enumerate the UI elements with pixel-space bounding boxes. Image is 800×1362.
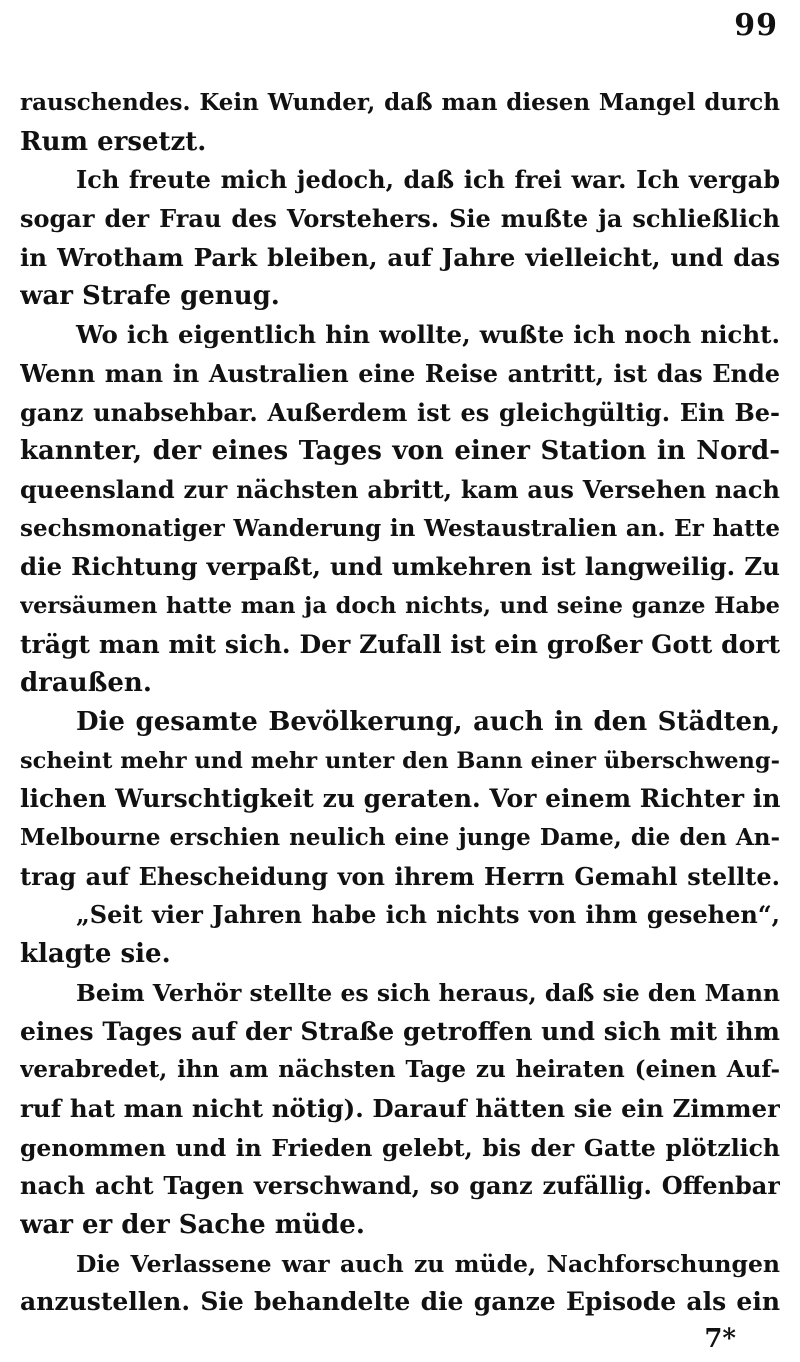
text-line: lichen Wurschtigkeit zu geraten. Vor einem Richter in bbox=[20, 784, 780, 814]
text-line: war Strafe genug. bbox=[20, 281, 280, 312]
text-line: scheint mehr und mehr unter den Bann einer überschweng- bbox=[20, 747, 780, 774]
page-number: 99 bbox=[734, 8, 778, 43]
text-line: „Seit vier Jahren habe ich nichts von ihm gesehen“, bbox=[76, 900, 780, 930]
signature-mark: 7* bbox=[704, 1324, 736, 1354]
text-line: draußen. bbox=[20, 668, 152, 699]
text-line: genommen und in Frieden gelebt, bis der Gatte plötzlich bbox=[20, 1133, 780, 1162]
text-line: klagte sie. bbox=[20, 939, 171, 970]
text-line: kannter, der eines Tages von einer Station in Nord- bbox=[20, 436, 780, 467]
text-line: trägt man mit sich. Der Zufall ist ein großer Gott dort bbox=[20, 629, 780, 659]
text-line: trag auf Ehescheidung von ihrem Herrn Gemahl stellte. bbox=[20, 861, 780, 891]
text-line: ruf hat man nicht nötig). Darauf hätten sie ein Zimmer bbox=[20, 1093, 780, 1123]
body-text bbox=[20, 84, 780, 1322]
text-line: eines Tages auf der Straße getroffen und sich mit ihm bbox=[20, 1016, 780, 1046]
text-line: Die gesamte Bevölkerung, auch in den Städten, bbox=[76, 707, 780, 737]
text-line: verabredet, ihn am nächsten Tage zu heiraten (einen Auf- bbox=[20, 1056, 780, 1084]
text-line: queensland zur nächsten abritt, kam aus Versehen nach bbox=[20, 474, 780, 504]
text-line: Die Verlassene war auch zu müde, Nachforschungen bbox=[76, 1249, 780, 1278]
text-line: anzustellen. Sie behandelte die ganze Episode als ein bbox=[20, 1287, 780, 1317]
text-line: die Richtung verpaßt, und umkehren ist langweilig. Zu bbox=[20, 552, 780, 582]
text-line: Wo ich eigentlich hin wollte, wußte ich noch nicht. bbox=[76, 320, 780, 350]
text-line: in Wrotham Park bleiben, auf Jahre vielleicht, und das bbox=[20, 242, 780, 272]
text-line: war er der Sache müde. bbox=[20, 1209, 365, 1240]
text-line: rauschendes. Kein Wunder, daß man diesen Mangel durch bbox=[20, 89, 780, 116]
text-line: ganz unabsehbar. Außerdem ist es gleichgültig. Ein Be- bbox=[20, 397, 780, 427]
text-line: Ich freute mich jedoch, daß ich frei war. Ich vergab bbox=[76, 165, 780, 195]
text-line: Rum ersetzt. bbox=[20, 126, 207, 157]
text-line: Wenn man in Australien eine Reise antritt, ist das Ende bbox=[20, 358, 780, 388]
text-line: sechsmonatiger Wanderung in Westaustralien an. Er hatte bbox=[20, 514, 780, 542]
text-line: Melbourne erschien neulich eine junge Dame, die den An- bbox=[20, 824, 780, 852]
text-line: nach acht Tagen verschwand, so ganz zufällig. Offenbar bbox=[20, 1171, 780, 1201]
text-line: sogar der Frau des Vorstehers. Sie mußte ja schließlich bbox=[20, 204, 780, 234]
text-line: versäumen hatte man ja doch nichts, und seine ganze Habe bbox=[20, 592, 780, 619]
text-line: Beim Verhör stellte es sich heraus, daß sie den Mann bbox=[76, 978, 780, 1007]
